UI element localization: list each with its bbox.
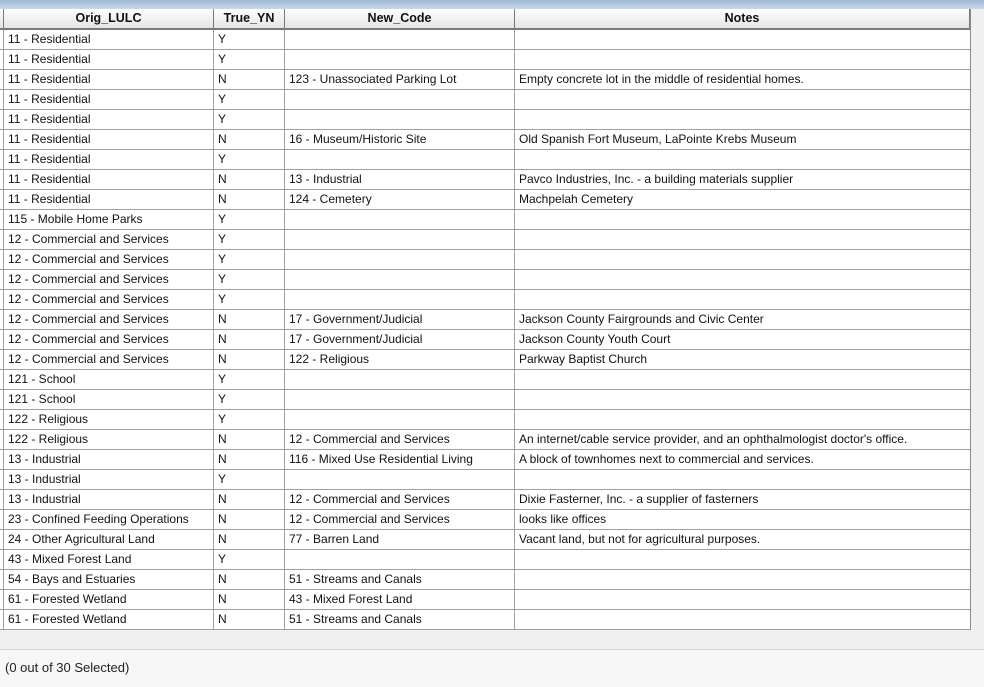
cell-new-code[interactable]: 12 - Commercial and Services [285, 490, 515, 509]
cell-orig-lulc[interactable]: 61 - Forested Wetland [3, 610, 214, 629]
cell-orig-lulc[interactable]: 54 - Bays and Estuaries [3, 570, 214, 589]
cell-new-code[interactable]: 51 - Streams and Canals [285, 570, 515, 589]
cell-new-code[interactable]: 12 - Commercial and Services [285, 430, 515, 449]
cell-notes[interactable] [515, 250, 970, 269]
cell-true-yn[interactable]: N [214, 530, 285, 549]
table-row[interactable] [0, 490, 970, 510]
table-row[interactable] [0, 30, 970, 50]
table-row[interactable] [0, 390, 970, 410]
cell-orig-lulc[interactable]: 11 - Residential [3, 90, 214, 109]
cell-true-yn[interactable]: Y [214, 250, 285, 269]
cell-new-code[interactable]: 77 - Barren Land [285, 530, 515, 549]
cell-orig-lulc[interactable]: 122 - Religious [3, 430, 214, 449]
cell-notes[interactable] [515, 90, 970, 109]
table-row[interactable] [0, 170, 970, 190]
cell-orig-lulc[interactable]: 11 - Residential [3, 190, 214, 209]
cell-notes[interactable]: An internet/cable service provider, and an ophthalmologist doctor's office. [519, 432, 908, 446]
cell-new-code[interactable] [285, 30, 515, 49]
cell-true-yn[interactable]: Y [214, 270, 285, 289]
cell-new-code[interactable] [285, 290, 515, 309]
cell-true-yn[interactable]: N [214, 570, 285, 589]
table-row[interactable] [0, 330, 970, 350]
cell-notes[interactable] [515, 150, 970, 169]
cell-notes[interactable]: Parkway Baptist Church [519, 352, 648, 366]
cell-orig-lulc[interactable]: 12 - Commercial and Services [3, 230, 214, 249]
cell-new-code[interactable]: 13 - Industrial [285, 170, 515, 189]
cell-new-code[interactable]: 123 - Unassociated Parking Lot [285, 70, 515, 89]
cell-notes[interactable] [515, 270, 970, 289]
table-row[interactable] [0, 110, 970, 130]
cell-true-yn[interactable]: N [214, 130, 285, 149]
cell-notes[interactable]: A block of townhomes next to commercial and services. [519, 452, 814, 466]
cell-true-yn[interactable]: Y [214, 30, 285, 49]
table-row[interactable] [0, 190, 970, 210]
table-row[interactable] [0, 570, 970, 590]
column-header-true-yn[interactable]: True_YN [214, 9, 285, 28]
cell-orig-lulc[interactable]: 11 - Residential [3, 130, 214, 149]
table-row[interactable] [0, 590, 970, 610]
cell-notes[interactable]: Old Spanish Fort Museum, LaPointe Krebs Museum [519, 132, 797, 146]
cell-orig-lulc[interactable]: 11 - Residential [3, 150, 214, 169]
table-row[interactable] [0, 90, 970, 110]
table-row[interactable] [0, 450, 970, 470]
cell-orig-lulc[interactable]: 121 - School [3, 390, 214, 409]
cell-orig-lulc[interactable]: 12 - Commercial and Services [3, 350, 214, 369]
cell-new-code[interactable]: 124 - Cemetery [285, 190, 515, 209]
cell-true-yn[interactable]: N [214, 310, 285, 329]
cell-orig-lulc[interactable]: 121 - School [3, 370, 214, 389]
cell-notes[interactable] [515, 390, 970, 409]
cell-orig-lulc[interactable]: 61 - Forested Wetland [3, 590, 214, 609]
cell-true-yn[interactable]: N [214, 70, 285, 89]
cell-new-code[interactable]: 17 - Government/Judicial [285, 330, 515, 349]
selection-count: (0 out of 30 Selected) [5, 660, 130, 675]
table-row[interactable] [0, 350, 970, 370]
table-body [0, 30, 970, 630]
table-row[interactable] [0, 130, 970, 150]
cell-true-yn[interactable]: Y [214, 150, 285, 169]
cell-true-yn[interactable]: Y [214, 210, 285, 229]
cell-orig-lulc[interactable]: 122 - Religious [3, 410, 214, 429]
cell-new-code[interactable] [285, 370, 515, 389]
status-bar [0, 649, 984, 687]
cell-true-yn[interactable]: Y [214, 550, 285, 569]
cell-true-yn[interactable]: Y [214, 50, 285, 69]
cell-true-yn[interactable]: N [214, 610, 285, 629]
cell-true-yn[interactable]: N [214, 170, 285, 189]
cell-orig-lulc[interactable]: 11 - Residential [3, 70, 214, 89]
cell-new-code[interactable] [285, 150, 515, 169]
cell-true-yn[interactable]: Y [214, 470, 285, 489]
cell-orig-lulc[interactable]: 12 - Commercial and Services [3, 250, 214, 269]
cell-true-yn[interactable]: N [214, 510, 285, 529]
cell-true-yn[interactable]: N [214, 350, 285, 369]
column-header-orig-lulc[interactable]: Orig_LULC [3, 9, 214, 28]
table-empty-area [0, 631, 984, 649]
cell-new-code[interactable]: 43 - Mixed Forest Land [285, 590, 515, 609]
cell-orig-lulc[interactable]: 13 - Industrial [3, 450, 214, 469]
cell-orig-lulc[interactable]: 23 - Confined Feeding Operations [3, 510, 214, 529]
cell-orig-lulc[interactable]: 12 - Commercial and Services [3, 270, 214, 289]
cell-notes[interactable]: Pavco Industries, Inc. - a building materials supplier [519, 172, 794, 186]
table-row[interactable] [0, 270, 970, 290]
cell-new-code[interactable] [285, 270, 515, 289]
cell-new-code[interactable] [285, 210, 515, 229]
cell-notes[interactable] [515, 110, 970, 129]
cell-orig-lulc[interactable]: 13 - Industrial [3, 490, 214, 509]
cell-true-yn[interactable]: N [214, 330, 285, 349]
cell-true-yn[interactable]: Y [214, 90, 285, 109]
cell-notes[interactable]: Machpelah Cemetery [519, 192, 634, 206]
table-row[interactable] [0, 530, 970, 550]
table-row[interactable] [0, 430, 970, 450]
cell-true-yn[interactable]: Y [214, 390, 285, 409]
table-header [0, 9, 970, 30]
table-row[interactable] [0, 310, 970, 330]
cell-orig-lulc[interactable]: 43 - Mixed Forest Land [3, 550, 214, 569]
cell-true-yn[interactable]: N [214, 190, 285, 209]
cell-orig-lulc[interactable]: 115 - Mobile Home Parks [3, 210, 214, 229]
cell-true-yn[interactable]: Y [214, 290, 285, 309]
cell-orig-lulc[interactable]: 12 - Commercial and Services [3, 310, 214, 329]
cell-orig-lulc[interactable]: 11 - Residential [3, 110, 214, 129]
cell-new-code[interactable] [285, 410, 515, 429]
cell-new-code[interactable] [285, 90, 515, 109]
column-header-notes[interactable]: Notes [515, 9, 970, 28]
cell-notes[interactable] [515, 470, 970, 489]
cell-true-yn[interactable]: N [214, 430, 285, 449]
cell-notes[interactable]: Jackson County Youth Court [519, 332, 671, 346]
cell-orig-lulc[interactable]: 12 - Commercial and Services [3, 330, 214, 349]
cell-notes[interactable] [515, 610, 970, 629]
cell-notes[interactable]: looks like offices [519, 512, 607, 526]
cell-notes[interactable]: Vacant land, but not for agricultural purposes. [519, 532, 761, 546]
cell-notes[interactable]: Empty concrete lot in the middle of residential homes. [519, 72, 804, 86]
table-row[interactable] [0, 610, 970, 630]
cell-new-code[interactable] [285, 230, 515, 249]
cell-new-code[interactable]: 122 - Religious [285, 350, 515, 369]
cell-new-code[interactable] [285, 110, 515, 129]
cell-true-yn[interactable]: N [214, 490, 285, 509]
cell-true-yn[interactable]: Y [214, 370, 285, 389]
cell-notes[interactable] [515, 410, 970, 429]
table-row[interactable] [0, 50, 970, 70]
cell-notes[interactable] [515, 570, 970, 589]
table-row[interactable] [0, 550, 970, 570]
table-row[interactable] [0, 290, 970, 310]
window-top-edge [0, 0, 984, 9]
table-row[interactable] [0, 70, 970, 90]
cell-notes[interactable] [515, 30, 970, 49]
column-header-new-code[interactable]: New_Code [285, 9, 515, 28]
table-row[interactable] [0, 230, 970, 250]
cell-notes[interactable] [515, 370, 970, 389]
table-row[interactable] [0, 410, 970, 430]
cell-notes[interactable] [515, 50, 970, 69]
cell-orig-lulc[interactable]: 11 - Residential [3, 170, 214, 189]
cell-new-code[interactable]: 12 - Commercial and Services [285, 510, 515, 529]
cell-new-code[interactable]: 51 - Streams and Canals [285, 610, 515, 629]
cell-orig-lulc[interactable]: 13 - Industrial [3, 470, 214, 489]
cell-true-yn[interactable]: N [214, 450, 285, 469]
cell-notes[interactable] [515, 290, 970, 309]
table-row[interactable] [0, 370, 970, 390]
cell-true-yn[interactable]: N [214, 590, 285, 609]
cell-orig-lulc[interactable]: 24 - Other Agricultural Land [3, 530, 214, 549]
cell-notes[interactable]: Jackson County Fairgrounds and Civic Center [519, 312, 764, 326]
cell-new-code[interactable]: 17 - Government/Judicial [285, 310, 515, 329]
cell-true-yn[interactable]: Y [214, 410, 285, 429]
table-row[interactable] [0, 470, 970, 490]
cell-true-yn[interactable]: Y [214, 230, 285, 249]
cell-notes[interactable] [515, 210, 970, 229]
cell-new-code[interactable]: 116 - Mixed Use Residential Living [285, 450, 515, 469]
table-row[interactable] [0, 150, 970, 170]
cell-new-code[interactable] [285, 390, 515, 409]
table-row[interactable] [0, 210, 970, 230]
cell-notes[interactable]: Dixie Fasterner, Inc. - a supplier of fasterners [519, 492, 759, 506]
cell-notes[interactable] [515, 230, 970, 249]
cell-new-code[interactable] [285, 470, 515, 489]
cell-new-code[interactable] [285, 50, 515, 69]
table-row[interactable] [0, 250, 970, 270]
cell-new-code[interactable] [285, 250, 515, 269]
cell-true-yn[interactable]: Y [214, 110, 285, 129]
cell-orig-lulc[interactable]: 12 - Commercial and Services [3, 290, 214, 309]
cell-orig-lulc[interactable]: 11 - Residential [3, 50, 214, 69]
cell-orig-lulc[interactable]: 11 - Residential [3, 30, 214, 49]
attribute-table [0, 9, 971, 630]
cell-new-code[interactable] [285, 550, 515, 569]
cell-new-code[interactable]: 16 - Museum/Historic Site [285, 130, 515, 149]
cell-notes[interactable] [515, 590, 970, 609]
cell-notes[interactable] [515, 550, 970, 569]
table-row[interactable] [0, 510, 970, 530]
